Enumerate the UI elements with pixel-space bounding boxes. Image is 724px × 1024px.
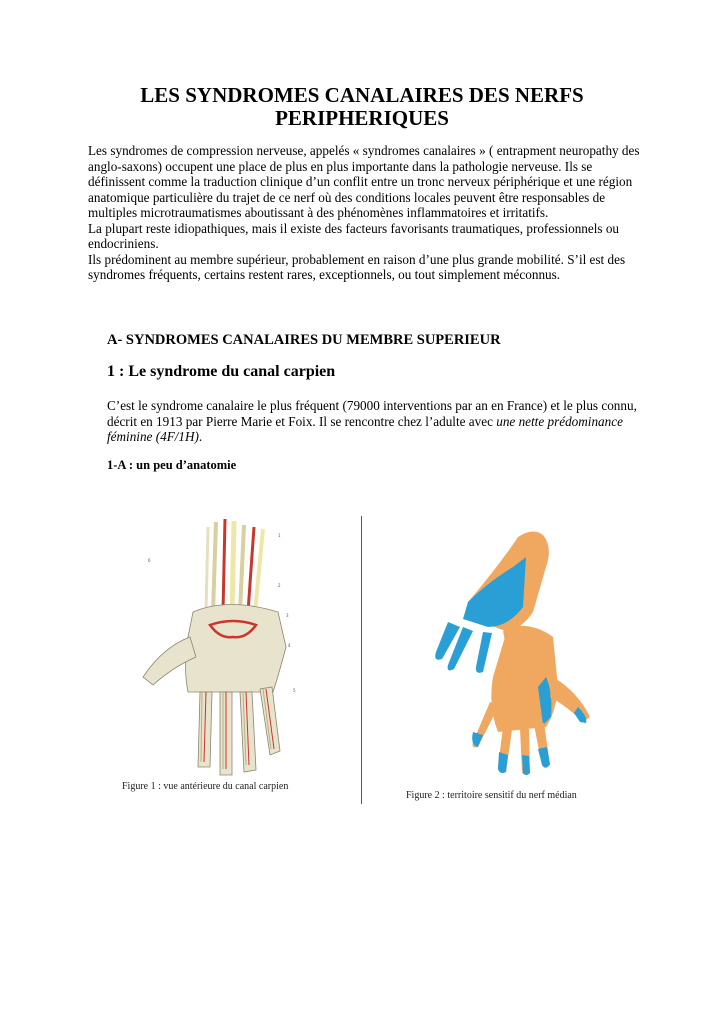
svg-text:5: 5 bbox=[293, 688, 296, 693]
intro-text bbox=[88, 143, 648, 283]
svg-text:4: 4 bbox=[288, 643, 291, 648]
paragraph-emphasis: une nette prédominance féminine (4F/1H) bbox=[107, 413, 623, 444]
figure-divider bbox=[361, 516, 362, 804]
svg-text:2: 2 bbox=[278, 583, 281, 588]
paragraph-end: . bbox=[198, 429, 203, 444]
paragraph-text: C’est le syndrome canalaire le plus fréquent (79000 interventions par an en France) et le plus connu, décrit en 1913 par Pierre Marie et Foix. Il se rencontre chez l’adulte avec bbox=[107, 398, 637, 429]
subsection-heading-1: 1 : Le syndrome du canal carpien bbox=[107, 363, 336, 380]
intro-paragraph-3: Ils prédominent au membre supérieur, probablement en raison d’une plus grande mobilité. S’il est des syndromes fréquents, certains restent rares, exceptionnels, ou tout simplement méconnus. bbox=[88, 251, 626, 282]
intro-paragraph-2: La plupart reste idiopathiques, mais il existe des facteurs favorisants traumatiques, professionnels ou endocriniens. bbox=[88, 220, 620, 251]
section-heading-a: A- SYNDROMES CANALAIRES DU MEMBRE SUPERIEUR bbox=[107, 332, 501, 348]
figure-1-carpal-tunnel-illustration bbox=[128, 517, 328, 777]
intro-paragraph-1: Les syndromes de compression nerveuse, appelés « syndromes canalaires » ( entrapment neuropathy des anglo-saxons) occupent une place de plus en plus importante dans la pathologie nerveuse. Ils se définissent comme la traduction clinique d’un conflit entre un tronc nerveux périphérique et une région anatomique particulière du trajet de ce nerf où des conditions locales peuvent être responsables de multiples microtraumatismes aboutissant à des phénomènes inflammatoires et irritatifs. bbox=[88, 143, 640, 220]
subsection-heading-1a: 1-A : un peu d’anatomie bbox=[107, 458, 237, 472]
title-line-1: LES SYNDROMES CANALAIRES DES NERFS bbox=[140, 83, 584, 107]
svg-text:1: 1 bbox=[278, 533, 281, 538]
document-title bbox=[88, 84, 636, 130]
figure-2-caption: Figure 2 : territoire sensitif du nerf médian bbox=[406, 790, 577, 801]
carpal-tunnel-paragraph bbox=[107, 398, 647, 445]
svg-text:6: 6 bbox=[148, 558, 151, 563]
svg-text:3: 3 bbox=[286, 613, 289, 618]
title-line-2: PERIPHERIQUES bbox=[275, 106, 449, 130]
figure-1-caption: Figure 1 : vue antérieure du canal carpien bbox=[122, 781, 289, 792]
figure-2-median-nerve-territory bbox=[428, 527, 598, 777]
